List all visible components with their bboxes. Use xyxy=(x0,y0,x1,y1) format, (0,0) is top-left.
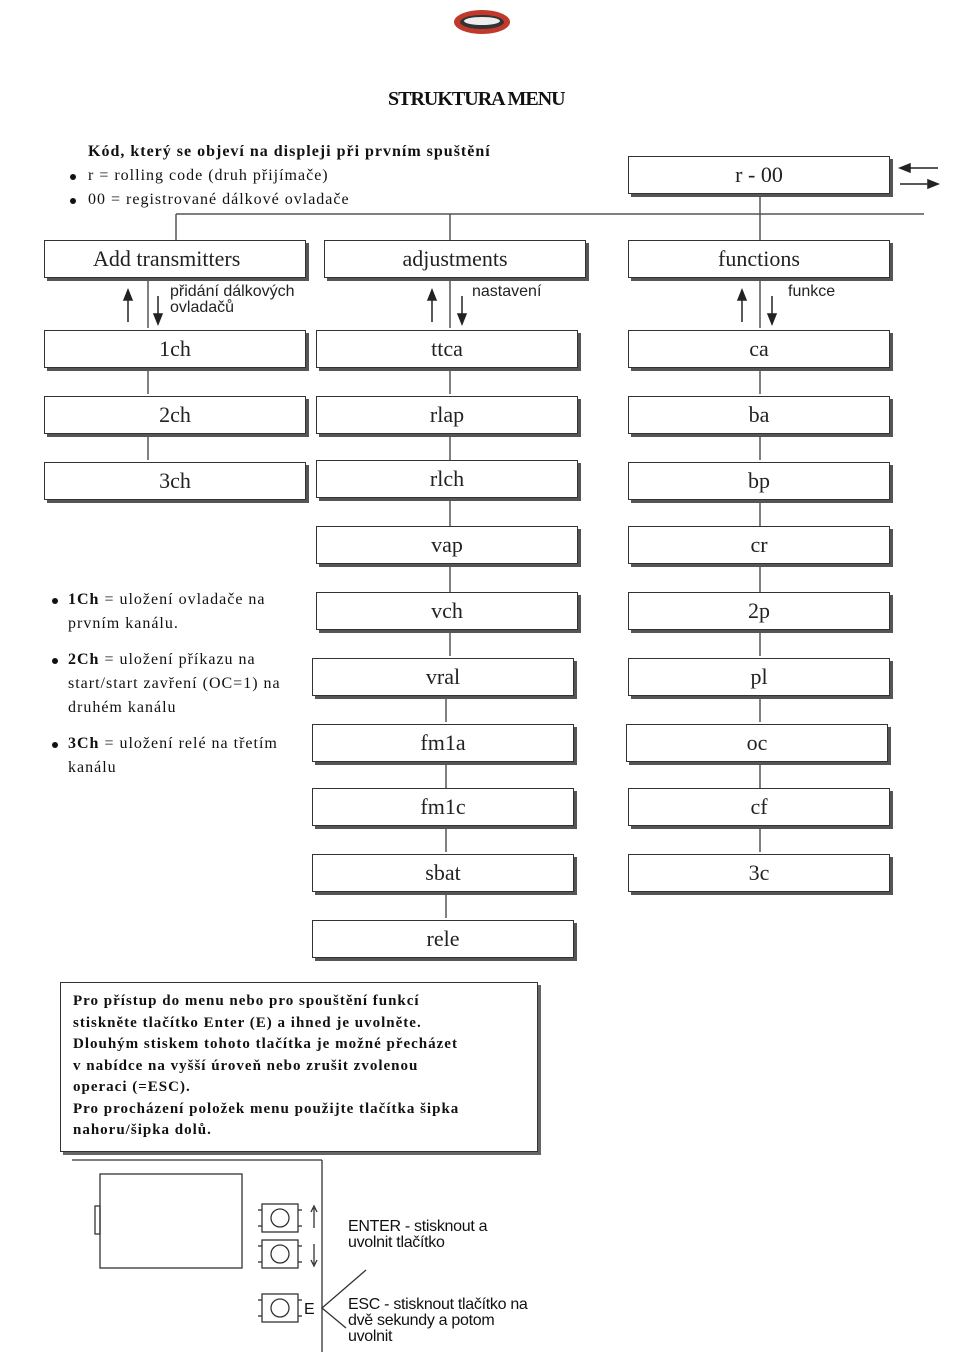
esc-caption: ESC - stisknout tlačítko na dvě sekundy a potom uvolnit xyxy=(348,1296,528,1345)
instruction-line: operaci (=ESC). xyxy=(73,1079,191,1095)
note-item: 2Ch = uložení příkazu na start/start zavření (OC=1) na druhém kanálu xyxy=(68,648,318,720)
menu-item-cr: cr xyxy=(628,526,890,564)
intro-bullet: 00 = registrované dálkové ovladače xyxy=(88,191,350,208)
sub-label-add-transmitters: přidání dálkových ovladačů xyxy=(170,283,295,316)
menu-item-ca: ca xyxy=(628,330,890,368)
menu-item-vral: vral xyxy=(312,658,574,696)
menu-item-oc: oc xyxy=(626,724,888,762)
intro-bullet: r = rolling code (druh přijímače) xyxy=(88,167,329,184)
note-item: 3Ch = uložení relé na třetím kanálu xyxy=(68,732,318,780)
header-functions: functions xyxy=(628,240,890,278)
sub-label-adjustments: nastavení xyxy=(472,283,542,300)
menu-item-rele: rele xyxy=(312,920,574,958)
page-title: STRUKTURA MENU xyxy=(388,88,565,110)
menu-item-vch: vch xyxy=(316,592,578,630)
instruction-line: nahoru/šipka dolů. xyxy=(73,1122,212,1138)
menu-item-1ch: 1ch xyxy=(44,330,306,368)
menu-item-ttca: ttca xyxy=(316,330,578,368)
menu-item-2ch: 2ch xyxy=(44,396,306,434)
menu-item-rlch: rlch xyxy=(316,460,578,498)
instruction-line: Pro přístup do menu nebo pro spouštění funkcí xyxy=(73,993,420,1009)
button-e-label: E xyxy=(304,1301,315,1318)
instruction-line: Dlouhým stiskem tohoto tlačítka je možné přecházet xyxy=(73,1036,458,1052)
menu-item-sbat: sbat xyxy=(312,854,574,892)
instructions-box xyxy=(60,982,538,1152)
menu-item-vap: vap xyxy=(316,526,578,564)
note-item: 1Ch = uložení ovladače na prvním kanálu. xyxy=(68,588,318,636)
menu-item-2p: 2p xyxy=(628,592,890,630)
instruction-line: v nabídce na vyšší úroveň nebo zrušit zvolenou xyxy=(73,1057,419,1074)
header-add-transmitters: Add transmitters xyxy=(44,240,306,278)
enter-caption: ENTER - stisknout a uvolnit tlačítko xyxy=(348,1218,488,1251)
channel-notes xyxy=(68,588,318,792)
root-display-box: r - 00 xyxy=(628,156,890,194)
instruction-line: Pro procházení položek menu použijte tlačítka šipka xyxy=(73,1100,460,1117)
menu-item-3c: 3c xyxy=(628,854,890,892)
menu-item-fm1c: fm1c xyxy=(312,788,574,826)
menu-item-cf: cf xyxy=(628,788,890,826)
intro-heading: Kód, který se objeví na displeji při prvním spuštění xyxy=(88,143,491,160)
menu-item-ba: ba xyxy=(628,396,890,434)
menu-item-rlap: rlap xyxy=(316,396,578,434)
menu-item-fm1a: fm1a xyxy=(312,724,574,762)
menu-item-bp: bp xyxy=(628,462,890,500)
menu-item-pl: pl xyxy=(628,658,890,696)
instruction-line: stiskněte tlačítko Enter (E) a ihned je uvolněte. xyxy=(73,1014,422,1031)
nav-arrows-icon xyxy=(900,164,938,188)
control-board-illustration xyxy=(72,1160,366,1352)
menu-item-3ch: 3ch xyxy=(44,462,306,500)
sub-label-functions: funkce xyxy=(788,283,836,300)
header-adjustments: adjustments xyxy=(324,240,586,278)
